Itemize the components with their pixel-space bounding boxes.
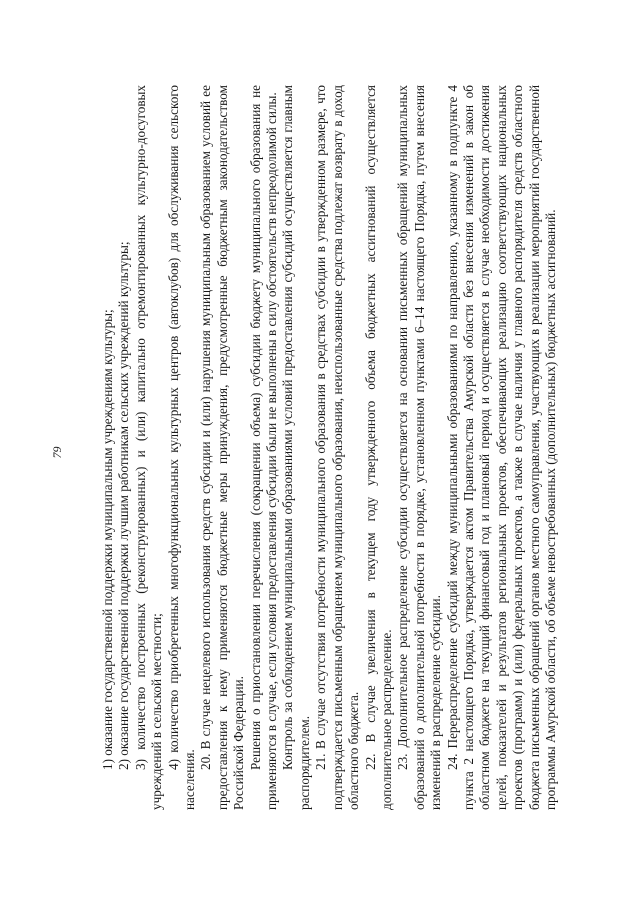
paragraph-22: 22. В случае увеличения в текущем году утвержденного объема бюджетных ассигнований осуществляется дополнительное распределение.	[362, 85, 394, 810]
paragraph-item-2: 2) оказание государственной поддержки лучшим работникам сельских учреждений культуры;	[116, 241, 132, 770]
paragraph-21: 21. В случае отсутствия потребности муниципального образования в средствах субсидии в утвержденном размере, что подтверждается письменным обращением муниципального образования, неиспользованные средства подлежат возврату в доход областного бюджета.	[313, 85, 362, 810]
paragraph-20: 20. В случае нецелевого использования средств субсидии и (или) нарушения муниципальным образованием условий ее предоставления к нему применяются бюджетные меры принуждения, предусмотренные бюджетным законодательством Российской Федерации.	[198, 85, 247, 810]
paragraph-item-1: 1) оказание государственной поддержки муниципальным учреждениям культуры;	[100, 309, 115, 770]
paragraph-item-4: 4) количество приобретенных многофункциональных культурных центров (автоклубов) для обслуживания сельского населения.	[165, 85, 198, 810]
page-number: 79	[50, 446, 64, 459]
paragraph-23: 23. Дополнительное распределение субсидии осуществляется на основании письменных обращений муниципальных образований о дополнительной потребности в порядке, установленном пунктами 6–14 настоящего Порядка, путем внесения изменений в распределение субсидии.	[395, 85, 444, 810]
paragraph-20-suspension: Решения о приостановлении перечисления (сокращении объема) субсидии бюджету муниципального образования не применяются в случае, если условия предоставления субсидии были не выполнены в силу обстоятельств непреодолимой силы.	[247, 85, 280, 810]
paragraph-24: 24. Перераспределение субсидий между муниципальными образованиями по направлению, указанному в подпункте 4 пункта 2 настоящего Порядка, утверждается актом Правительства Амурской области без внесения изменений в закон об областном бюджете на текущий финансовый год и плановый период и осуществляется в случае необходимости достижения целей, показателей и результатов региональных проектов, обеспечивающих реализацию соответствующих национальных проектов (программ) и (или) федеральных проектов, а также в случае наличия у главного распорядителя средств областного бюджета письменных обращений органов местного самоуправления, участвующих в реализации мероприятий государственной программы Амурской области, об объеме невостребованных (дополнительных) бюджетных ассигнований.	[444, 85, 558, 810]
document-body	[100, 85, 559, 810]
paragraph-item-3: 3) количество построенных (реконструированных) и (или) капитально отремонтированных культурно-досуговых учреждений в сельской местности;	[132, 85, 165, 810]
paragraph-20-control: Контроль за соблюдением муниципальными образованиями условий предоставления субсидий осуществляется главным распорядителем.	[280, 85, 312, 810]
